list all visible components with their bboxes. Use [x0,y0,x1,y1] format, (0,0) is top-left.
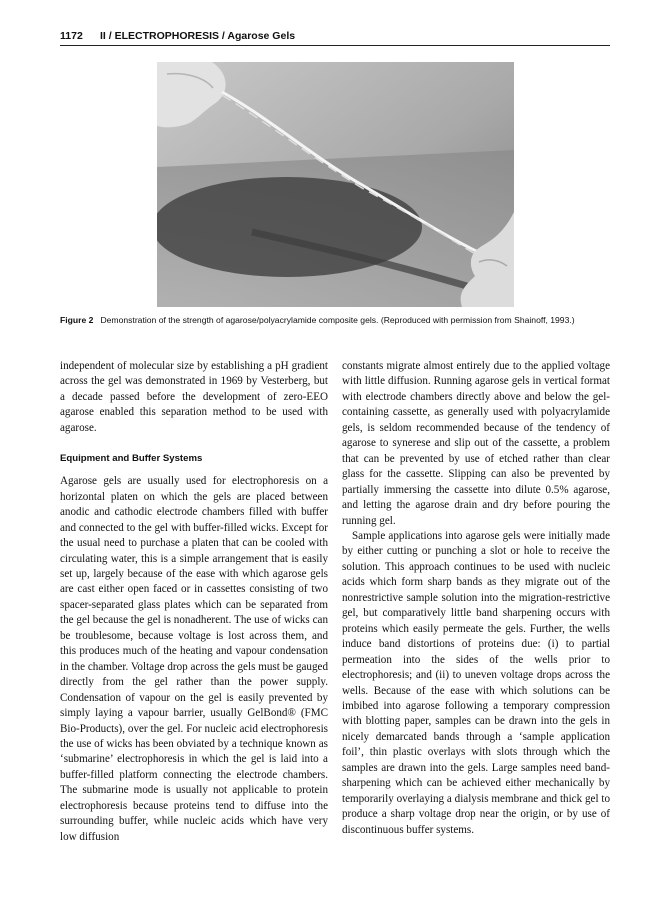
right-paragraph-1: constants migrate almost entirely due to the applied voltage with little diffusion. Running agarose gels in vertical format with electrode chambers directly above and below the gel-containing cassette, as generally used with polyacrylamide gels, is seldom recommended because of the tendency of agarose to synerese and slip out of the cassette, a problem that can be prevented by use of etched rather than clear glass for the cassette. Slipping can also be prevented by partially immersing the cassette into dilute 0.5% agarose, and letting the agarose drain and dry before pouring the running gel. [342,360,610,527]
running-header [60,28,610,46]
figure-photo [157,62,514,307]
left-paragraph-1: independent of molecular size by establishing a pH gradient across the gel was demonstrated in 1969 by Vesterberg, but a decade passed before the development of zero-EEO agarose enabled this separation method to be used with agarose. [60,360,328,434]
page-number: 1172 [60,30,83,42]
right-paragraph-2: Sample applications into agarose gels were initially made by either cutting or punching a slot or hole to receive the solution. This approach continues to be used with nucleic acids which form sharp bands as they migrate out of the nonrestrictive sample solution into the migration-restrictive gel, but comparatively little band sharpening occurs with proteins which easily permeate the gels. Further, the wells induce band distortions of proteins due: (i) to partial permeation into the sides of the wells prior to electrophoresis; and (ii) to uneven voltage drops across the wells. Because of the ease with which solutions can be imbibed into agarose following a temporary compression with blotting paper, samples can be drawn into the gels in nicely demarcated bands through a ‘sample application foil’, thin plastic overlays with slots through which the samples are drawn into the gels. Large samples need band-sharpening which can be achieved either mechanically by temporarily overlaying a dialysis membrane and thick gel to produce a sharp voltage drop near the origin, or by use of discontinuous buffer systems. [342,529,610,836]
left-paragraph-2: Agarose gels are usually used for electrophoresis on a horizontal platen on which the gels are placed between anodic and cathodic electrode chambers filled with buffer and connected to the gel with buffer-filled wicks. Except for the usual need to purchase a platen that can be cooled with circulating water, this is a simple arrangement that is easily set up, largely because of the ease with which agarose gels are cast either open faced or in cassettes consisting of two spacer-separated glass plates which can be separated from the gel because the gel is nonadherent. The use of wicks can be troublesome, because voltage is lost across them, and this produces much of the heating and vapour condensation in the chamber. Voltage drop across the gels must be gauged directly from the gel rather than the power supply. Condensation of vapour on the gel is easily prevented by simply laying a vapour barrier, usually GelBond® (FMC Bio-Products), over the gel. For nucleic acid electrophoresis the use of wicks has been obviated by a technique known as ‘submarine’ electrophoresis in which the gel is laid into a buffer-filled platform connecting the electrode chambers. The submarine mode is usually not applicable to protein electrophoresis because proteins tend to diffuse into the surrounding buffer, while nucleic acids which have very low diffusion [60,475,328,843]
figure-caption-text: Demonstration of the strength of agarose/polyacrylamide composite gels. (Reproduced with permission from Shainoff, 1993.) [100,315,575,325]
left-column [60,359,328,845]
right-column [342,359,610,838]
figure-label: Figure 2 [60,315,94,325]
header-rule [60,45,610,46]
running-title: II / ELECTROPHORESIS / Agarose Gels [100,30,296,42]
figure-caption [60,314,610,327]
section-heading: Equipment and Buffer Systems [60,453,203,465]
